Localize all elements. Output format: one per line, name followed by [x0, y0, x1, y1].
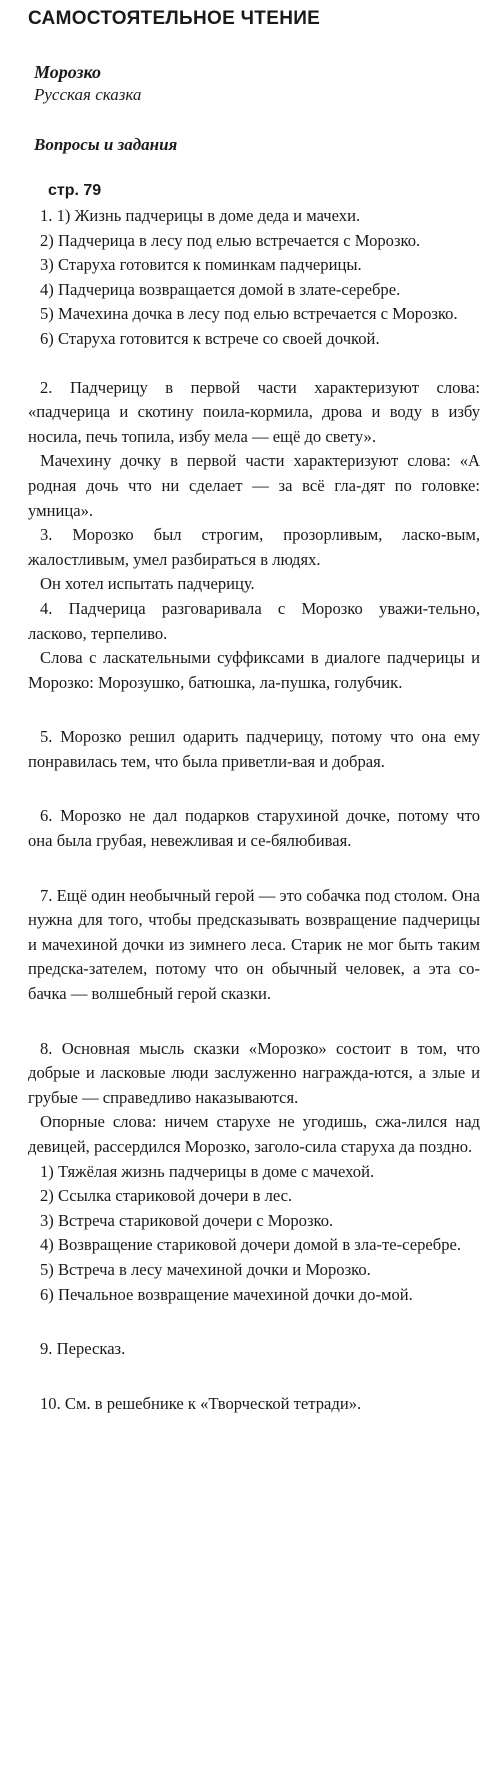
- answer-8-plan-6: 6) Печальное возвращение мачехиной дочки до-мой.: [40, 1284, 413, 1304]
- answer-6: 6. Морозко не дал подарков старухиной дочке, потому что она была грубая, невежливая и се-бялюбивая.: [28, 806, 480, 851]
- answer-1-item-2: 2) Падчерица в лесу под елью встречается с Морозко.: [40, 230, 421, 250]
- answer-8-plan-4: 4) Возвращение стариковой дочери домой в зла-те-серебре.: [40, 1235, 462, 1255]
- answer-1-item-1: 1. 1) Жизнь падчерицы в доме деда и мачехи.: [40, 206, 361, 225]
- page-reference: стр. 79: [48, 182, 102, 199]
- answer-1-item-4: 4) Падчерица возвращается домой в злате-серебре.: [40, 279, 401, 299]
- section-title: САМОСТОЯТЕЛЬНОЕ ЧТЕНИЕ: [28, 8, 321, 29]
- answer-7: 7. Ещё один необычный герой — это собачка под столом. Она нужна для того, чтобы предсказывать возвращение падчерицы и мачехиной дочки из зимнего леса. Старик не мог быть таким предска-зателем, потому что он обычный человек, а эта со-бачка — волшебный герой сказки.: [28, 885, 480, 1004]
- answer-4-continued: Слова с ласкательными суффиксами в диалоге падчерицы и Морозко: Морозушко, батюшка, ла-пушка, голубчик.: [28, 648, 480, 692]
- answer-8-plan-3: 3) Встреча стариковой дочери с Морозко.: [40, 1210, 334, 1230]
- answer-1-item-6: 6) Старуха готовится к встрече со своей дочкой.: [40, 328, 380, 348]
- answer-8: 8. Основная мысль сказки «Морозко» состоит в том, что добрые и ласковые люди заслуженно награжда-ются, а злые и грубые — справедливо наказываются.: [28, 1038, 480, 1107]
- answer-3-continued: Он хотел испытать падчерицу.: [40, 574, 255, 594]
- answer-4: 4. Падчерица разговаривала с Морозко уважи-тельно, ласково, терпеливо.: [28, 598, 480, 643]
- answer-2: 2. Падчерицу в первой части характеризуют слова: «падчерица и скотину поила-кормила, дрова и воду в избу носила, печь топила, избу мела — ещё до свету».: [28, 377, 480, 446]
- answer-10: 10. См. в решебнике к «Творческой тетради».: [40, 1393, 362, 1413]
- answers-body: [28, 204, 480, 1416]
- answer-8-plan-1: 1) Тяжёлая жизнь падчерицы в доме с мачехой.: [40, 1161, 375, 1181]
- page: [28, 8, 480, 1416]
- tasks-heading: Вопросы и задания: [34, 135, 178, 154]
- answer-8-plan-5: 5) Встреча в лесу мачехиной дочки и Морозко.: [40, 1259, 371, 1279]
- answer-1-item-5: 5) Мачехина дочка в лесу под елью встречается с Морозко.: [40, 304, 458, 324]
- story-genre: Русская сказка: [34, 85, 142, 104]
- answer-8-plan-2: 2) Ссылка стариковой дочери в лес.: [40, 1186, 293, 1206]
- answer-1-item-3: 3) Старуха готовится к поминкам падчерицы.: [40, 255, 362, 275]
- story-title: Морозко: [34, 62, 101, 82]
- answer-2-continued: Мачехину дочку в первой части характеризуют слова: «А родная дочь что ни сделает — за всё гла-дят по головке: умница».: [28, 451, 480, 520]
- answer-8-keywords: Опорные слова: ничем старухе не угодишь, сжа-лился над девицей, рассердился Морозко, заголо-сила старуха да поздно.: [28, 1112, 480, 1156]
- answer-9: 9. Пересказ.: [40, 1339, 126, 1359]
- answer-5: 5. Морозко решил одарить падчерицу, потому что она ему понравилась тем, что была приветли-вая и добрая.: [28, 727, 480, 771]
- answer-3: 3. Морозко был строгим, прозорливым, ласко-вым, жалостливым, умел разбираться в людях.: [28, 525, 480, 569]
